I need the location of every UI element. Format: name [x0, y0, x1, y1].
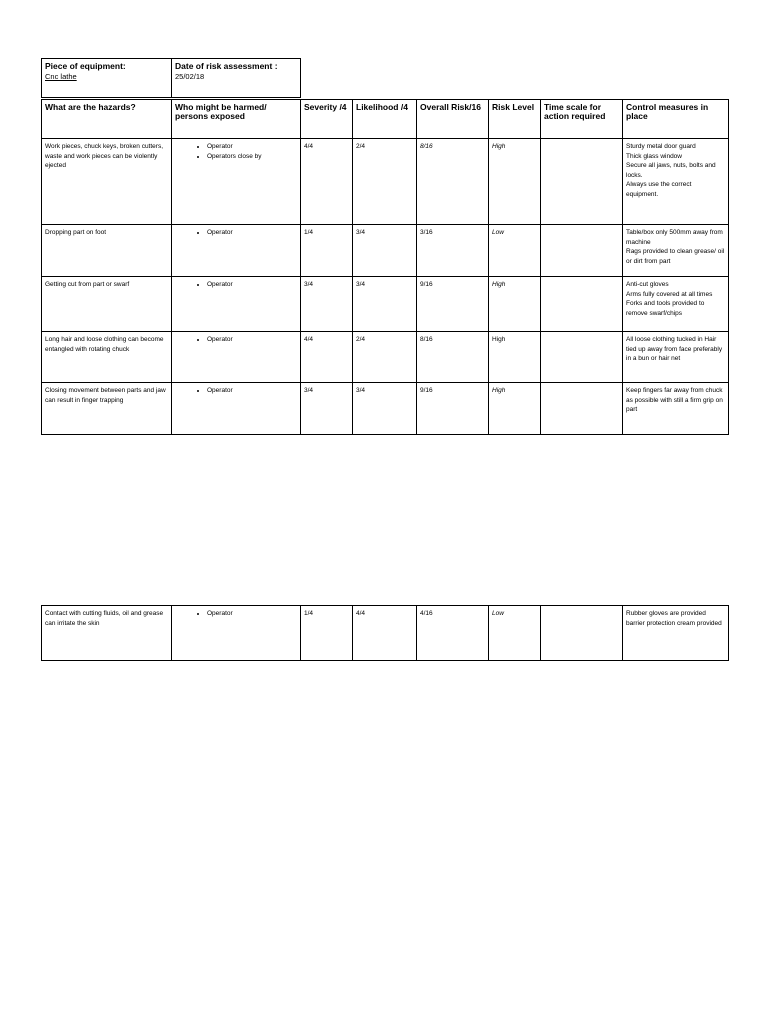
level-cell: High: [489, 277, 541, 332]
severity-cell: 4/4: [301, 332, 353, 383]
control-cell: [623, 383, 729, 435]
header-control: Control measures in place: [623, 100, 729, 139]
person-item: • Operators close by: [207, 152, 297, 162]
hazard-cell: Getting cut from part or swarf: [42, 277, 172, 332]
control-cell: [623, 225, 729, 277]
hazard-cell: Long hair and loose clothing can become entangled with rotating chuck: [42, 332, 172, 383]
table-row: [42, 383, 729, 435]
hazard-cell: Closing movement between parts and jaw can result in finger trapping: [42, 383, 172, 435]
severity-cell: 3/4: [301, 383, 353, 435]
equipment-cell: [42, 59, 172, 98]
people-cell: [172, 383, 301, 435]
people-cell: [172, 277, 301, 332]
control-line: Table/box only 500mm away from machine: [626, 229, 723, 246]
likelihood-cell: 2/4: [353, 332, 417, 383]
table-row: [42, 139, 729, 225]
date-label: Date of risk assessment :: [175, 61, 278, 71]
control-cell: [623, 332, 729, 383]
table-row: [42, 332, 729, 383]
person-item: • Operator: [207, 228, 297, 238]
people-cell: [172, 332, 301, 383]
overall-cell: 3/16: [417, 225, 489, 277]
risk-assessment-table: [41, 99, 729, 435]
level-cell: High: [489, 139, 541, 225]
hazard-cell: Dropping part on foot: [42, 225, 172, 277]
overall-cell: 4/16: [417, 606, 489, 661]
overall-cell: 9/16: [417, 383, 489, 435]
timescale-cell: [541, 383, 623, 435]
severity-cell: 4/4: [301, 139, 353, 225]
equipment-info-table: [41, 58, 301, 98]
control-line: Rags provided to clean grease/ oil or dirt from part: [626, 248, 725, 265]
person-item: • Operator: [207, 335, 297, 345]
control-cell: [623, 139, 729, 225]
control-line: Keep fingers far away from chuck as possible with still a firm grip on part: [626, 387, 723, 413]
person-item: • Operator: [207, 386, 297, 396]
level-cell: Low: [489, 225, 541, 277]
date-cell: [172, 59, 301, 98]
control-cell: [623, 606, 729, 661]
likelihood-cell: 3/4: [353, 225, 417, 277]
header-who: Who might be harmed/ persons exposed: [172, 100, 301, 139]
equipment-label: Piece of equipment:: [45, 61, 126, 71]
timescale-cell: [541, 606, 623, 661]
control-line: Arms fully covered at all times: [626, 290, 713, 298]
severity-cell: 3/4: [301, 277, 353, 332]
table-row: [42, 225, 729, 277]
likelihood-cell: 3/4: [353, 277, 417, 332]
timescale-cell: [541, 332, 623, 383]
control-cell: [623, 277, 729, 332]
control-line: Thick glass window: [626, 152, 682, 160]
people-cell: [172, 606, 301, 661]
header-row: [42, 100, 729, 139]
level-cell: Low: [489, 606, 541, 661]
risk-assessment-table-continued: [41, 605, 729, 661]
header-level: Risk Level: [489, 100, 541, 139]
timescale-cell: [541, 139, 623, 225]
likelihood-cell: 3/4: [353, 383, 417, 435]
table-row: [42, 277, 729, 332]
control-line: Always use the correct equipment.: [626, 181, 692, 198]
timescale-cell: [541, 277, 623, 332]
control-line: Forks and tools provided to remove swarf/chips: [626, 300, 705, 317]
person-item: • Operator: [207, 280, 297, 290]
control-line: All loose clothing tucked in Hair tied up away from face preferably in a bun or hair net: [626, 336, 723, 362]
header-likelihood: Likelihood /4: [353, 100, 417, 139]
person-item: • Operator: [207, 609, 297, 619]
level-cell: High: [489, 332, 541, 383]
hazard-cell: Work pieces, chuck keys, broken cutters, waste and work pieces can be violently ejected: [42, 139, 172, 225]
people-cell: [172, 139, 301, 225]
control-line: Rubber gloves are provided barrier protection cream provided: [626, 610, 722, 627]
overall-cell: 8/16: [417, 139, 489, 225]
control-line: Sturdy metal door guard: [626, 143, 696, 150]
header-severity: Severity /4: [301, 100, 353, 139]
equipment-value[interactable]: Cnc lathe: [45, 72, 77, 81]
hazard-cell: Contact with cutting fluids, oil and grease can irritate the skin: [42, 606, 172, 661]
header-overall: Overall Risk/16: [417, 100, 489, 139]
header-hazards: What are the hazards?: [42, 100, 172, 139]
date-value: 25/02/18: [175, 72, 205, 81]
overall-cell: 9/16: [417, 277, 489, 332]
control-line: Anti-cut gloves: [626, 281, 669, 288]
likelihood-cell: 2/4: [353, 139, 417, 225]
header-timescale: Time scale for action required: [541, 100, 623, 139]
timescale-cell: [541, 225, 623, 277]
likelihood-cell: 4/4: [353, 606, 417, 661]
control-line: Secure all jaws, nuts, bolts and locks.: [626, 162, 716, 179]
person-item: • Operator: [207, 142, 297, 152]
severity-cell: 1/4: [301, 606, 353, 661]
severity-cell: 1/4: [301, 225, 353, 277]
table-row: [42, 606, 729, 661]
overall-cell: 8/16: [417, 332, 489, 383]
people-cell: [172, 225, 301, 277]
level-cell: High: [489, 383, 541, 435]
